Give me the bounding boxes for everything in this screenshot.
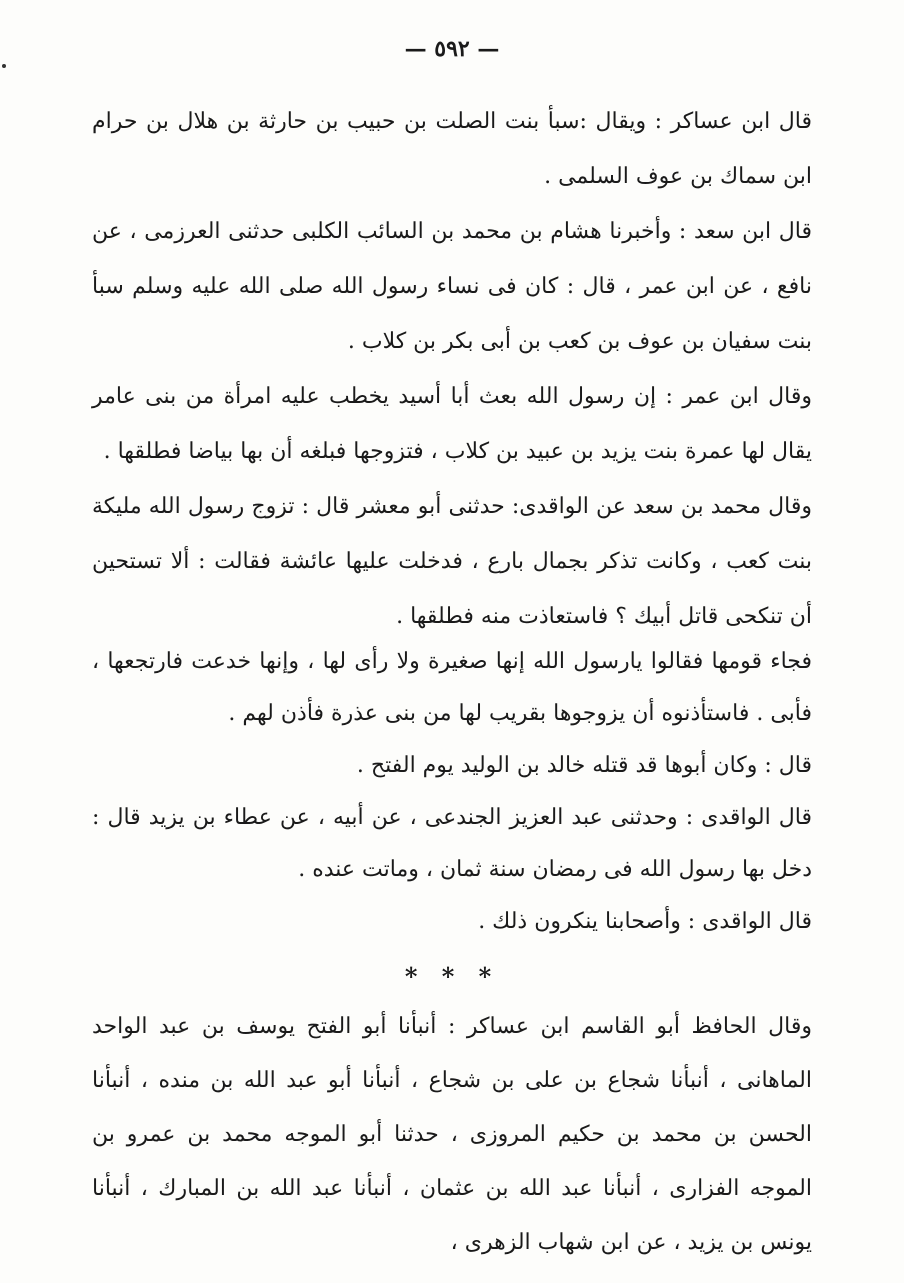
paragraph-6: قال : وكان أبوها قد قتله خالد بن الوليد يوم الفتح .	[356, 753, 812, 778]
paragraph-4: وقال محمد بن سعد عن الواقدى: حدثنى أبو معشر قال : تزوج رسول الله مليكة بنت كعب ، وكانت تذكر بجمال بارع ، فدخلت عليها عائشة فقالت : ألا تستحين أن تنكحى قاتل أبيك ؟ فاستعاذت منه فطلقها .	[92, 494, 812, 629]
paragraph-9: وقال الحافظ أبو القاسم ابن عساكر : أنبأنا أبو الفتح يوسف بن عبد الواحد الماهانى ، أنبأنا شجاع بن على بن شجاع ، أنبأنا أبو عبد الله بن منده ، أنبأنا الحسن بن محمد بن حكيم المروزى ، حدثنا أبو الموجه محمد بن عمرو بن الموجه الفزارى ، أنبأنا عبد الله بن عثمان ، أنبأنا عبد الله بن المبارك ، أنبأنا يونس بن يزيد ، عن ابن شهاب الزهرى ،	[92, 1014, 812, 1255]
paragraph-2: قال ابن سعد : وأخبرنا هشام بن محمد بن السائب الكلبى حدثنى العرزمى ، عن نافع ، عن ابن عمر ، قال : كان فى نساء رسول الله صلى الله عليه وسلم سبأ بنت سفيان بن عوف بن كعب بن أبى بكر بن كلاب .	[92, 219, 812, 354]
text-block-lower	[92, 1000, 812, 1270]
paragraph-5: فجاء قومها فقالوا يارسول الله إنها صغيرة ولا رأى لها ، وإنها خدعت فارتجعها ، فأبى . فاستأذنوه أن يزوجوها بقريب لها من بنى عذرة فأذن لهم .	[92, 649, 812, 726]
paragraph-3: وقال ابن عمر : إن رسول الله بعث أبا أسيد يخطب عليه امرأة من بنى عامر يقال لها عمرة بنت يزيد بن عبيد بن كلاب ، فتزوجها فبلغه أن بها بياضا فطلقها .	[92, 384, 812, 464]
paragraph-7: قال الواقدى : وحدثنى عبد العزيز الجندعى ، عن أبيه ، عن عطاء بن يزيد قال : دخل بها رسول الله فى رمضان سنة ثمان ، وماتت عنده .	[92, 805, 812, 882]
text-block-middle	[92, 636, 812, 948]
margin-mark	[2, 64, 6, 68]
paragraph-1: قال ابن عساكر : ويقال :سبأ بنت الصلت بن حبيب بن حارثة بن هلال بن حرام ابن سماك بن عوف السلمى .	[92, 109, 812, 189]
paragraph-8: قال الواقدى : وأصحابنا ينكرون ذلك .	[478, 909, 812, 934]
section-separator: * * *	[404, 962, 500, 991]
page-number: — ٥٩٢ —	[404, 36, 500, 62]
text-block-upper	[92, 94, 812, 644]
